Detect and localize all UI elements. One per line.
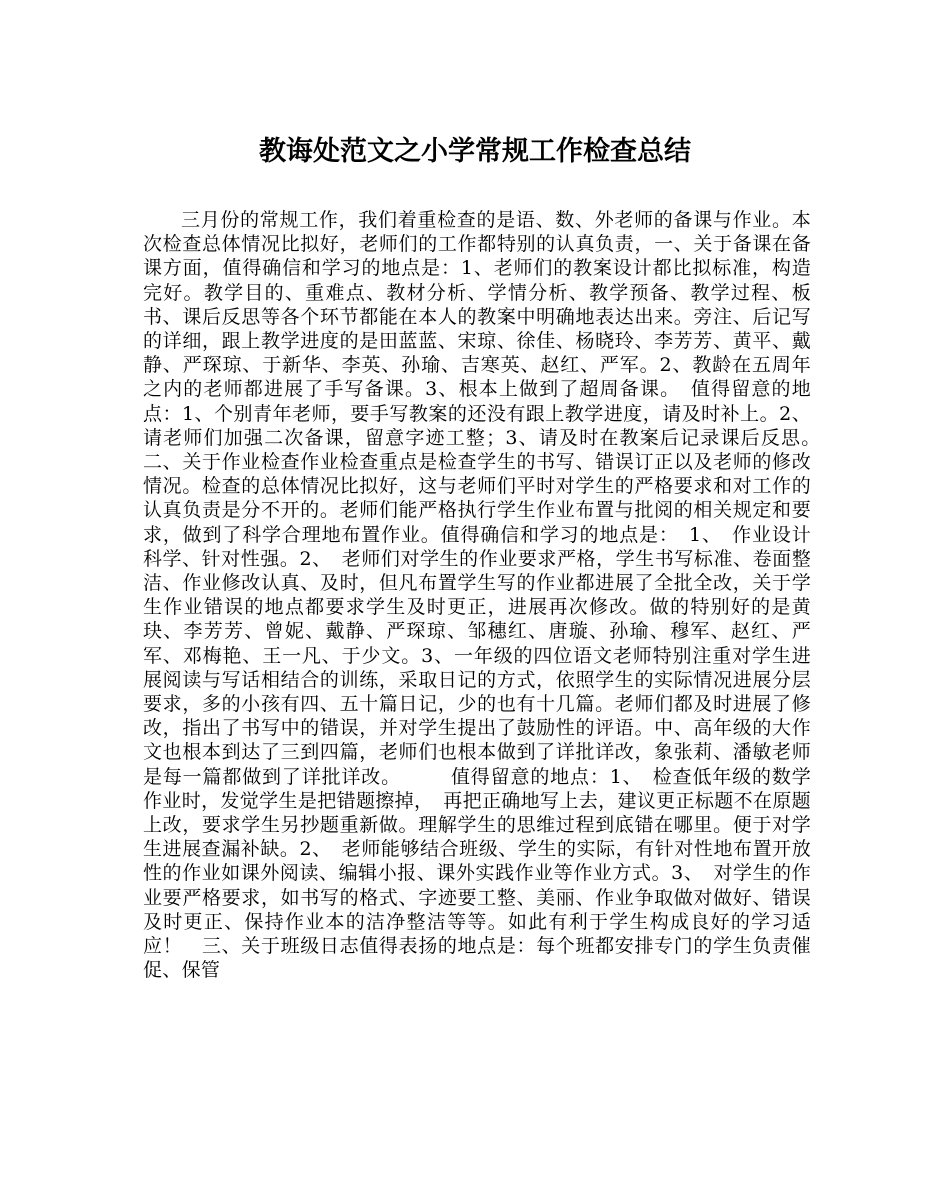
- document-body-paragraph: 三月份的常规工作，我们着重检查的是语、数、外老师的备课与作业。本次检查总体情况比拟好，老师们的工作都特别的认真负责，一、关于备课在备课方面，值得确信和学习的地点是：1、老师们的教案设计都比拟标准，构造完好。教学目的、重难点、教材分析、学情分析、教学预备、教学过程、板书、课后反思等各个环节都能在本人的教案中明确地表达出来。旁注、后记写的详细，跟上教学进度的是田蓝蓝、宋琼、徐佳、杨晓玲、李芳芳、黄平、戴静、严琛琼、于新华、李英、孙瑜、吉寒英、赵红、严军。2、教龄在五周年之内的老师都进展了手写备课。3、根本上做到了超周备课。 值得留意的地点：1、个别青年老师，要手写教案的还没有跟上教学进度，请及时补上。2、请老师们加强二次备课，留意字迹工整；3、请及时在教案后记录课后反思。 二、关于作业检查作业检查重点是检查学生的书写、错误订正以及老师的修改情况。检查的总体情况比拟好，这与老师们平时对学生的严格要求和对工作的认真负责是分不开的。老师们能严格执行学生作业布置与批阅的相关规定和要求，做到了科学合理地布置作业。值得确信和学习的地点是： 1、 作业设计科学、针对性强。2、 老师们对学生的作业要求严格，学生书写标准、卷面整洁、作业修改认真、及时，但凡布置学生写的作业都进展了全批全改，关于学生作业错误的地点都要求学生及时更正，进展再次修改。做的特别好的是黄玦、李芳芳、曾妮、戴静、严琛琼、邹穗红、唐璇、孙瑜、穆军、赵红、严军、邓梅艳、王一凡、于少文。3、一年级的四位语文老师特别注重对学生进展阅读与写话相结合的训练，采取日记的方式，依照学生的实际情况进展分层要求，多的小孩有四、五十篇日记，少的也有十几篇。老师们都及时进展了修改，指出了书写中的错误，并对学生提出了鼓励性的评语。中、高年级的大作文也根本到达了三到四篇，老师们也根本做到了详批详改，象张莉、潘敏老师是每一篇都做到了详批详改。 值得留意的地点：1、 检查低年级的数学作业时，发觉学生是把错题擦掉， 再把正确地写上去，建议更正标题不在原题上改，要求学生另抄题重新做。理解学生的思维过程到底错在哪里。便于对学生进展查漏补缺。2、 老师能够结合班级、学生的实际，有针对性地布置开放性的作业如课外阅读、编辑小报、课外实践作业等作业方式。3、 对学生的作业要严格要求，如书写的格式、字迹要工整、美丽、作业争取做对做好、错误及时更正、保持作业本的洁净整洁等等。如此有利于学生构成良好的学习适应！ 三、关于班级日志值得表扬的地点是：每个班都安排专门的学生负责催促、保管: [143, 209, 831, 982]
- document-title: 教诲处范文之小学常规工作检查总结: [259, 136, 691, 167]
